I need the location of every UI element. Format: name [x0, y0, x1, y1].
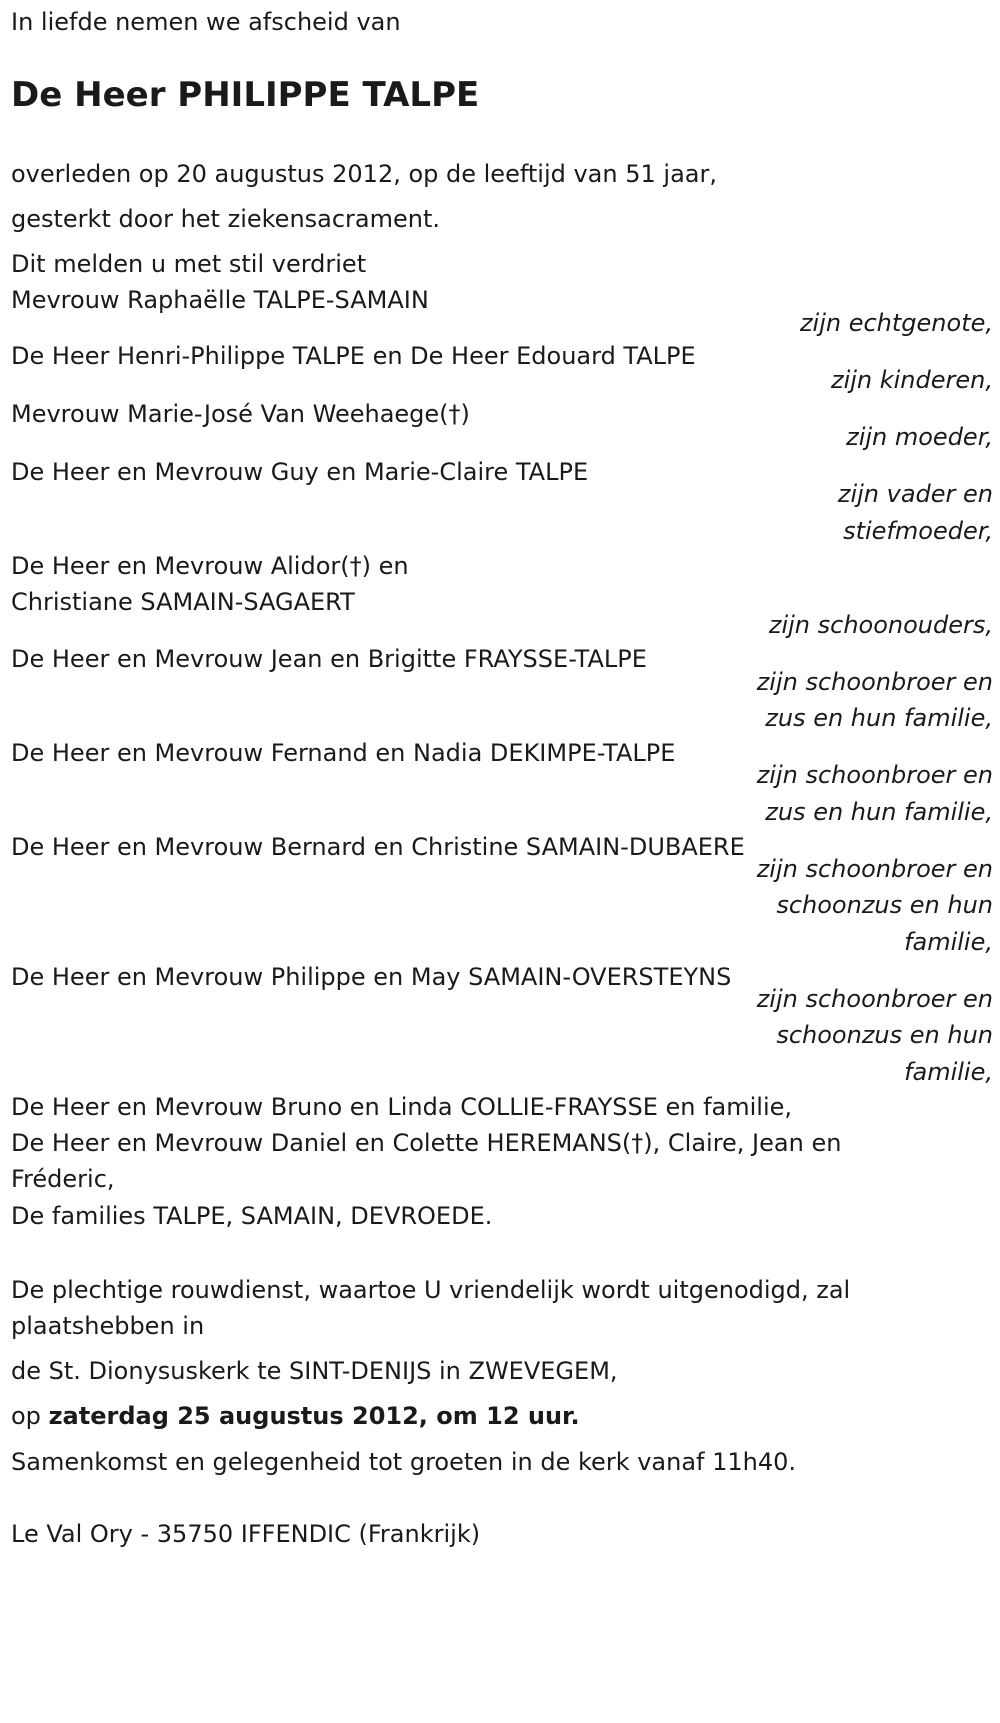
death-line-2: gesterkt door het ziekensacrament.	[11, 205, 441, 233]
extra-family-line: De Heer en Mevrouw Bruno en Linda COLLIE-FRAYSSE en familie,	[11, 1093, 793, 1121]
family-relation: zijn schoonouders,	[768, 611, 993, 639]
extra-family-line: De Heer en Mevrouw Daniel en Colette HEREMANS(†), Claire, Jean en	[11, 1129, 842, 1157]
family-relation: zijn moeder,	[846, 423, 993, 451]
family-name: De Heer Henri-Philippe TALPE en De Heer Edouard TALPE	[11, 342, 696, 370]
church-line: de St. Dionysuskerk te SINT-DENIJS in ZWEVEGEM,	[11, 1357, 618, 1385]
family-relation: zijn kinderen,	[830, 366, 993, 394]
extra-family-line: Fréderic,	[11, 1165, 115, 1193]
family-relation: schoonzus en hun	[776, 1021, 993, 1049]
family-relation: zijn echtgenote,	[799, 309, 993, 337]
family-relation: familie,	[904, 928, 993, 956]
family-name: De Heer en Mevrouw Guy en Marie-Claire TALPE	[11, 458, 589, 486]
family-name: Mevrouw Marie-José Van Weehaege(†)	[11, 400, 470, 428]
family-relation: zijn schoonbroer en	[756, 761, 993, 789]
family-relation: zijn vader en	[837, 480, 993, 508]
service-line-2: plaatshebben in	[11, 1312, 205, 1340]
family-name: Mevrouw Raphaëlle TALPE-SAMAIN	[11, 286, 429, 314]
family-relation: familie,	[904, 1058, 993, 1086]
date-prefix: op	[11, 1402, 41, 1430]
family-name: De Heer en Mevrouw Fernand en Nadia DEKIMPE-TALPE	[11, 739, 676, 767]
death-line-1: overleden op 20 augustus 2012, op de leeftijd van 51 jaar,	[11, 160, 717, 188]
family-relation: stiefmoeder,	[843, 517, 993, 545]
family-relation: zus en hun familie,	[765, 704, 993, 732]
address-line: Le Val Ory - 35750 IFFENDIC (Frankrijk)	[11, 1520, 481, 1548]
family-relation: schoonzus en hun	[776, 891, 993, 919]
family-name: De Heer en Mevrouw Alidor(†) en	[11, 552, 409, 580]
family-name: Christiane SAMAIN-SAGAERT	[11, 588, 355, 616]
family-relation: zijn schoonbroer en	[756, 668, 993, 696]
extra-family-line: De families TALPE, SAMAIN, DEVROEDE.	[11, 1202, 493, 1230]
service-date: zaterdag 25 augustus 2012, om 12 uur.	[48, 1402, 580, 1430]
gathering-line: Samenkomst en gelegenheid tot groeten in de kerk vanaf 11h40.	[11, 1448, 797, 1476]
family-name: De Heer en Mevrouw Jean en Brigitte FRAYSSE-TALPE	[11, 645, 647, 673]
service-date-line	[11, 1402, 580, 1431]
family-relation: zijn schoonbroer en	[756, 985, 993, 1013]
family-relation: zus en hun familie,	[765, 798, 993, 826]
announce-text: Dit melden u met stil verdriet	[11, 250, 367, 278]
family-name: De Heer en Mevrouw Bernard en Christine SAMAIN-DUBAERE	[11, 833, 745, 861]
intro-text: In liefde nemen we afscheid van	[11, 8, 401, 36]
service-line-1: De plechtige rouwdienst, waartoe U vriendelijk wordt uitgenodigd, zal	[11, 1276, 851, 1304]
family-name: De Heer en Mevrouw Philippe en May SAMAIN-OVERSTEYNS	[11, 963, 732, 991]
family-relation: zijn schoonbroer en	[756, 855, 993, 883]
deceased-name: De Heer PHILIPPE TALPE	[11, 75, 480, 115]
